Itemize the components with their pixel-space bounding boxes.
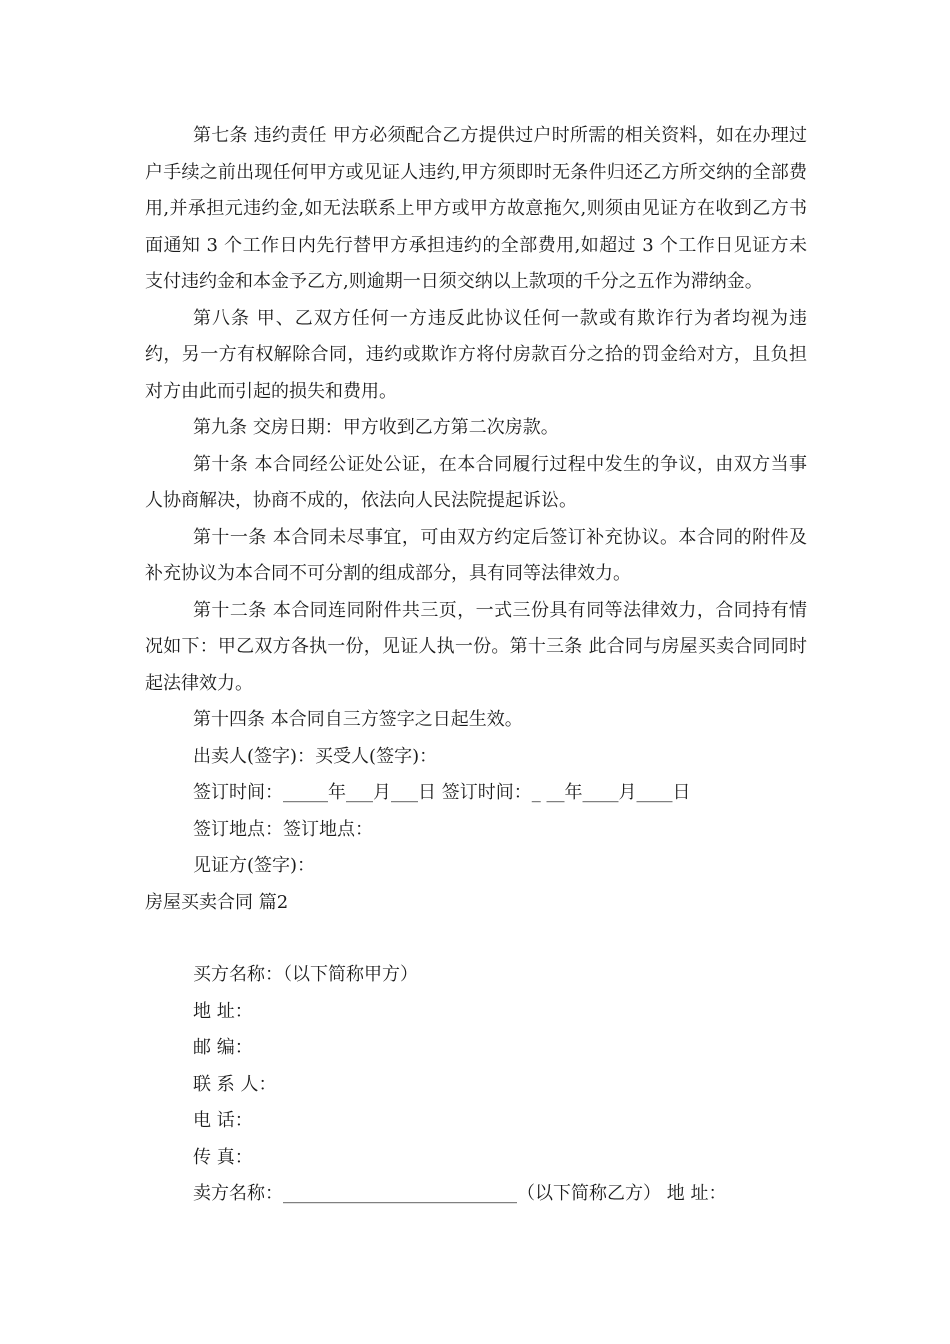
buyer-name-field: 买方名称：（以下简称甲方）	[193, 964, 418, 985]
seller-buyer-signature-line: 出卖人(签字)：买受人(签字)：	[193, 745, 438, 767]
article-11: 第十一条 本合同未尽事宜，可由双方约定后签订补充协议。本合同的附件及补充协议为本合同不可分割的组成部分，具有同等法律效力。	[145, 526, 807, 584]
contact-person-field: 联 系 人：	[193, 1073, 277, 1095]
article-10: 第十条 本合同经公证处公证，在本合同履行过程中发生的争议，由双方当事人协商解决，协商不成的，依法向人民法院提起诉讼。	[145, 453, 807, 511]
witness-signature-line: 见证方(签字)：	[193, 855, 316, 876]
signing-place-line: 签订地点：签订地点：	[193, 818, 373, 840]
seller-name-field: 卖方名称：__________________________（以下简称乙方） 地 址：	[193, 1183, 727, 1204]
article-14: 第十四条 本合同自三方签字之日起生效。	[193, 709, 523, 730]
article-7: 第七条 违约责任 甲方必须配合乙方提供过户时所需的相关资料，如在办理过户手续之前出现任何甲方或见证人违约,甲方须即时无条件归还乙方所交纳的全部费用,并承担元违约金,如无法联系上甲方或甲方故意拖欠,则须由见证方在收到乙方书面通知 3 个工作日内先行替甲方承担违约的全部费用,如超过 3 个工作日见证方未支付违约金和本金予乙方,则逾期一日须交纳以上款项的千分之五作为滞纳金。	[145, 125, 807, 292]
fax-field: 传 真：	[193, 1146, 253, 1168]
article-9: 第九条 交房日期：甲方收到乙方第二次房款。	[193, 417, 559, 438]
spacer	[145, 921, 807, 957]
phone-field: 电 话：	[193, 1110, 253, 1131]
section-title: 房屋买卖合同 篇2	[145, 891, 289, 913]
postcode-field: 邮 编：	[193, 1037, 253, 1058]
article-12-13: 第十二条 本合同连同附件共三页，一式三份具有同等法律效力，合同持有情况如下：甲乙双方各执一份，见证人执一份。第十三条 此合同与房屋买卖合同同时起法律效力。	[145, 599, 807, 694]
address-field: 地 址：	[193, 1000, 253, 1022]
article-8: 第八条 甲、乙双方任何一方违反此协议任何一款或有欺诈行为者均视为违约，另一方有权解除合同，违约或欺诈方将付房款百分之拾的罚金给对方，且负担对方由此而引起的损失和费用。	[145, 307, 807, 402]
signing-date-line: 签订时间：_____年___月___日 签订时间：_ __年____月____日	[193, 782, 691, 803]
document-body	[145, 118, 807, 1213]
